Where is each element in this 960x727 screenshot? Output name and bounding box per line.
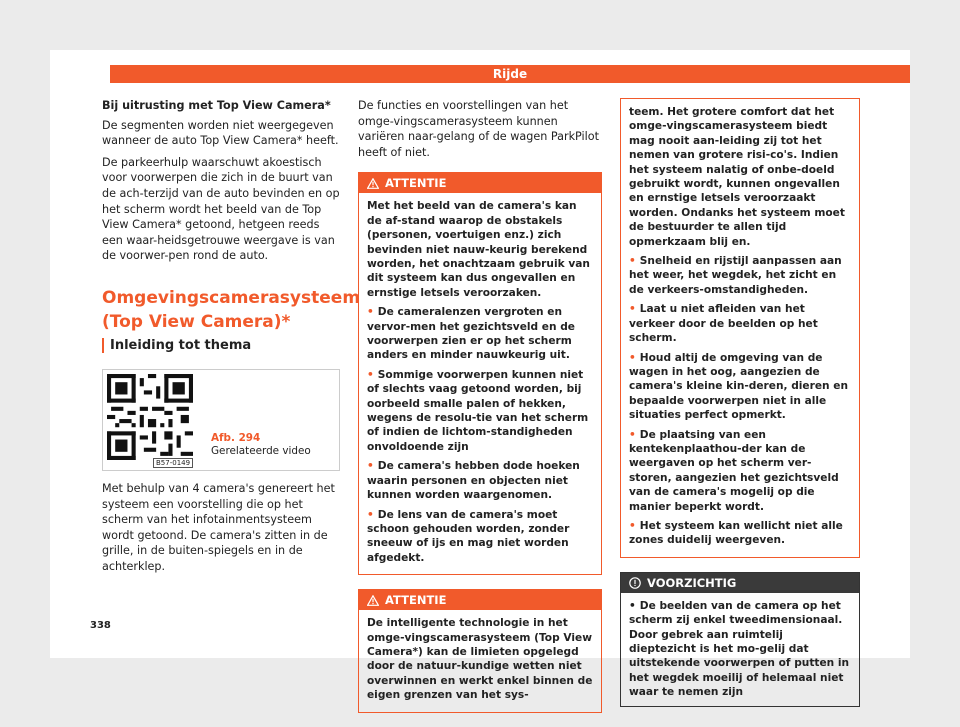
figure-294[interactable] [102,369,340,471]
warning-box-2-continued [620,98,860,558]
paragraph-segments: De segmenten worden niet weergegeven wanneer de auto Top View Camera* heeft. [102,118,339,148]
warning-lead-1: Met het beeld van de camera's kan de af-stand waarop de obstakels (personen, voertuigen enz.) zich bevinden niet nauw-keurig berekend worden, het onachtzaam gebruik van dit systeem kan dus ongevallen en ernstige letsels veroorzaken. [367,200,590,299]
heading-top-view: Bij uitrusting met Top View Camera* [102,99,331,112]
warning-bullet-plate-holder: • De plaatsing van een kentekenplaathou-der kan de weergaven op het scherm ver-storen, aangezien het gezichtsveld van de camera's mogelij op die manier beperkt wordt. [629,428,851,514]
figure-caption-text: Gerelateerde video [211,444,311,457]
warning-box-2 [358,589,602,712]
warning-body-1 [359,193,601,574]
warning-title-1: ATTENTIE [385,176,447,191]
section-title: Omgevingscamerasysteem (Top View Camera)* [102,287,361,332]
warning-bullet-lens-clean: • De lens van de camera's moet schoon gehouden worden, zonder sneeuw of ijs en mag niet worden afgedekt. [367,508,593,566]
caution-bullet-2d: • De beelden van de camera op het scherm zij enkel tweedimensionaal. Door gebrek aan ruimtelij dieptezicht is het mo-gelij dat uitstekende voorwerpen of putten in het wegdek moeilij of helemaal niet waar te nemen zijn [629,599,851,700]
warning-triangle-icon [367,178,379,189]
section-subtitle: Inleiding tot thema [102,338,342,353]
caution-box [620,572,860,707]
figure-number: Afb. 294 [211,431,261,444]
warning-bullet-dead-angles: • De camera's hebben dode hoeken waarin personen en objecten niet kunnen worden waargenomen. [367,459,593,502]
warning-lead-2: De intelligente technologie in het omge-vingscamerasysteem (Top View Camera*) kan de limieten opgelegd door de natuur-kundige wetten niet overwinnen en werkt enkel binnen de eigen grenzen van het sys- [367,617,593,702]
page-number: 338 [90,620,111,631]
warning-continued-text: teem. Het grotere comfort dat het omge-vingscamerasysteem biedt mag nooit aan-leiding zij tot het nemen van grotere risi-co's. Indien het systeem nalatig of onbe-doeld gebruikt wordt, kunnen ongevallen en ernstige letsels veroorzaakt worden. Ondanks het systeem moet de bestuurder te allen tijd opmerkzaam blij en. [629,106,845,248]
figure-code: B57-0149 [153,458,193,468]
manual-page [50,50,910,702]
column-middle [358,98,602,727]
caution-title: VOORZICHTIG [647,575,737,590]
warning-title-2: ATTENTIE [385,593,447,608]
paragraph-cameras: Met behulp van 4 camera's genereert het systeem een voorstelling die op het scherm van het infotainmentsysteem wordt getoond. De camera's zitten in de grille, in de buiten-spiegels en in de achterklep. [102,481,335,573]
warning-box-1 [358,172,602,575]
info-circle-icon [629,577,641,589]
chapter-header: Rijde [110,65,910,83]
warning-bullet-speed: • Snelheid en rijstijl aanpassen aan het weer, het wegdek, het zicht en de verkeers-omstandigheden. [629,254,851,297]
warning-bullet-surroundings: • Houd altij de omgeving van de wagen in het oog, aangezien de camera's kleine kin-deren, dieren en bepaalde voorwerpen niet in alle situaties perfect opmerkt. [629,351,851,423]
warning-bullet-distraction: • Laat u niet afleiden van het verkeer door de beelden op het scherm. [629,302,851,345]
warning-bullet-objects: • Sommige voorwerpen kunnen niet of slechts vaag getoond worden, bij oorbeeld smalle palen of hekken, wegens de resolu-tie van het scherm of indien de lichtom-standigheden onvoldoende zijn [367,368,593,454]
warning-body-2 [359,610,601,711]
column-left [102,98,361,581]
figure-caption [211,432,331,458]
warning-header-2 [359,590,601,610]
warning-bullet-lenses: • De cameralenzen vergroten en vervor-men het gezichtsveld en de voorwerpen zien er op het scherm anders en minder nauwkeurig uit. [367,305,593,363]
column-right [620,98,860,707]
paragraph-parking-aid: De parkeerhulp waarschuwt akoestisch voor voorwerpen die zich in de buurt van de ach-terzijd van de auto bevinden en op het scherm wordt het beeld van de Top View Camera* getoond, hetgeen reeds een waar-heidsgetrouwe weergave is van de voorwer-pen rond de auto. [102,155,340,263]
warning-body-2-continued [621,99,859,557]
warning-triangle-icon [367,595,379,606]
warning-bullet-zones: • Het systeem kan wellicht niet alle zones duidelij weergeven. [629,519,851,548]
warning-header-1 [359,173,601,193]
paragraph-functions: De functies en voorstellingen van het omge-vingscamerasysteem kunnen variëren naar-gelang of de wagen ParkPilot heeft of niet. [358,99,600,159]
caution-body [621,593,859,706]
caution-header [621,573,859,593]
qr-code-icon[interactable] [107,374,193,460]
